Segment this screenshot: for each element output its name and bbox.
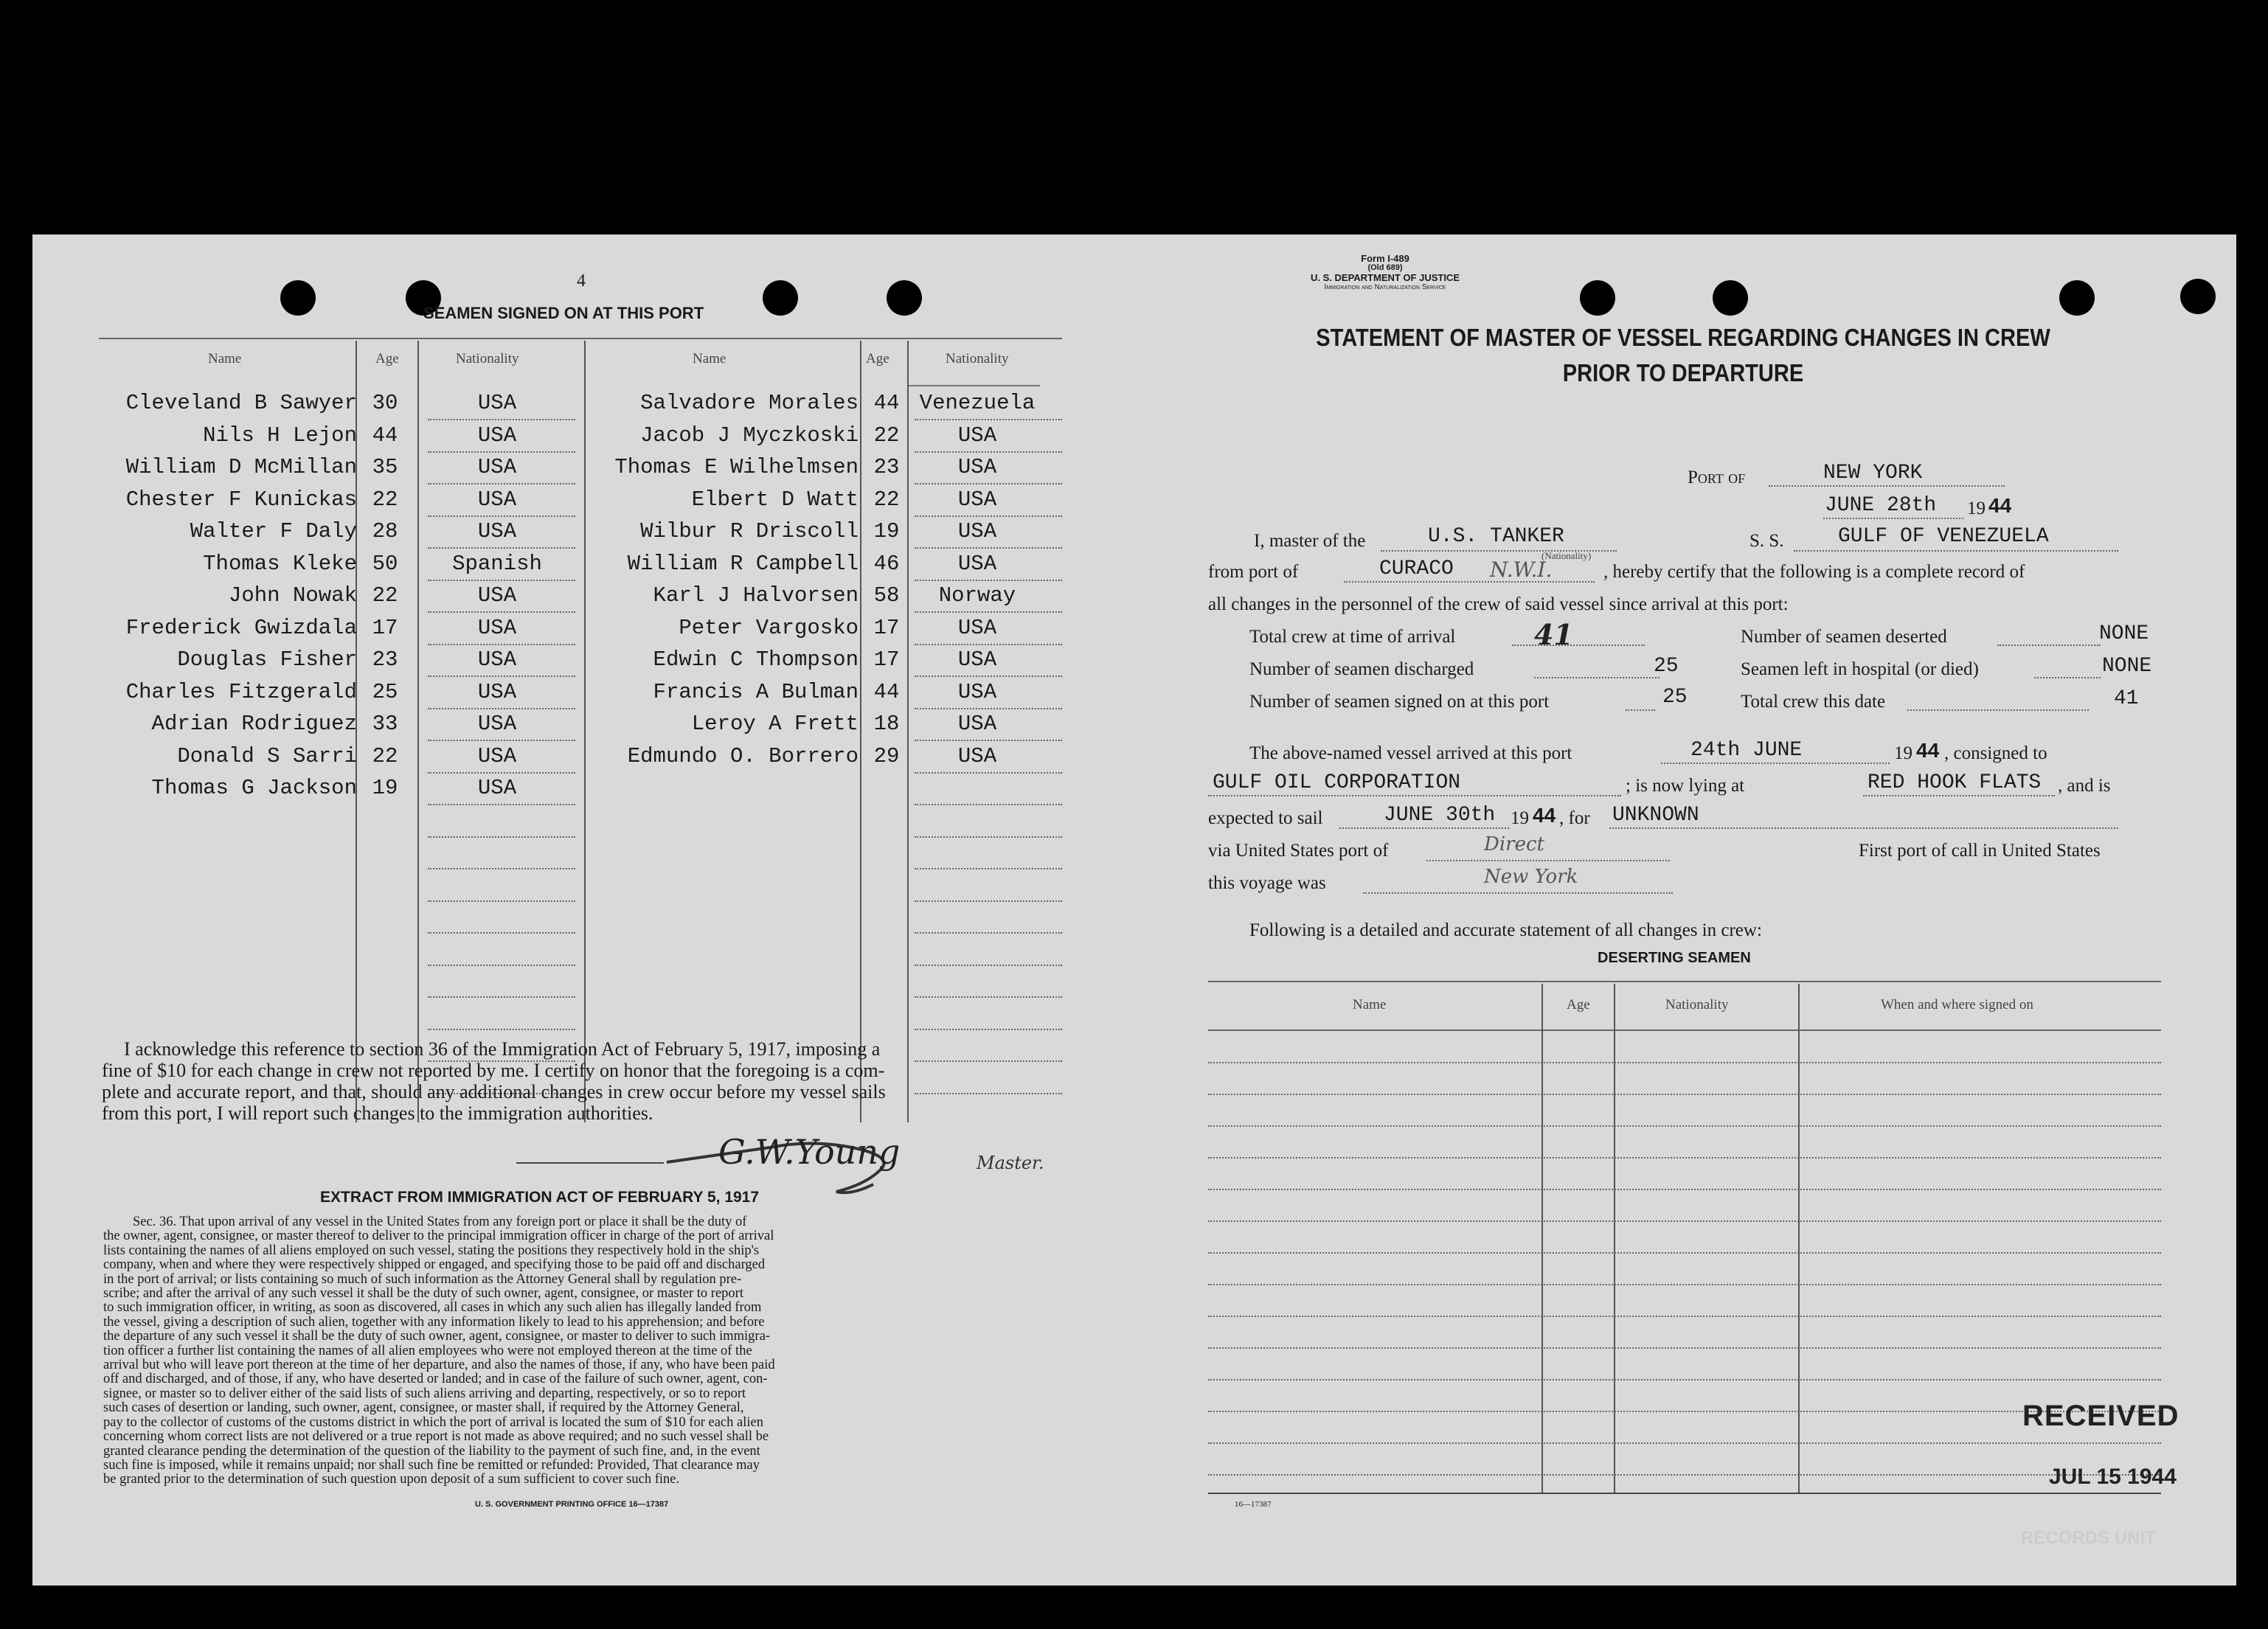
total-crew-arrival-value: 41 [1534, 618, 1573, 651]
row-guide [915, 675, 1062, 677]
section-text-line: be granted prior to the determination of such question upon deposit of a sum sufficient to cover such fine. [103, 1472, 680, 1487]
row-guide [915, 644, 1062, 645]
seaman-name: Thomas G Jackson [151, 776, 357, 800]
row-guide [428, 547, 575, 549]
row-guide [428, 740, 575, 741]
row-guide [915, 900, 1062, 902]
seaman-nationality: USA [957, 423, 997, 448]
row-guide [915, 772, 1062, 774]
port-rule [1769, 485, 2005, 487]
section-text-line: such cases of desertion or landing, such owner, agent, consignee, or master shall, if required by the Attorney General, [103, 1400, 744, 1416]
section-text-line: the owner, agent, consignee, or master thereof to deliver to the principal immigration officer in charge of the port of arrival [103, 1229, 774, 1244]
arrived-year-prefix: 19 [1894, 743, 1912, 763]
seaman-name: Donald S Sarri [177, 743, 357, 768]
row-guide [428, 996, 575, 998]
section-text-line: the departure of any such vessel it shall be the duty of such owner, agent, consignee, or master to deliver to such immigra- [103, 1329, 770, 1344]
row-guide [428, 451, 575, 453]
col-header-name: Name [208, 351, 242, 367]
seaman-age: 23 [372, 647, 398, 672]
hospital-value: NONE [2102, 655, 2152, 678]
seaman-age: 18 [873, 712, 900, 736]
discharged-label: Number of seamen discharged [1249, 659, 1474, 679]
extract-title: EXTRACT FROM IMMIGRATION ACT OF FEBRUARY 5, 1917 [320, 1189, 760, 1206]
row-guide [428, 932, 575, 934]
section-text-line: the vessel, giving a description of such alien, together with any information likely to lead to his apprehension; and before [103, 1314, 765, 1330]
deserted-label: Number of seamen deserted [1741, 627, 1947, 647]
row-guide [428, 644, 575, 645]
deserting-blank-row [1208, 1474, 2161, 1476]
seaman-nationality: USA [477, 583, 517, 608]
deserting-divider [1542, 984, 1543, 1493]
seaman-age: 22 [372, 743, 398, 768]
row-guide [915, 451, 1062, 453]
seaman-name: Cleveland B Sawyer [125, 391, 357, 415]
row-guide [428, 900, 575, 902]
row-guide [915, 1029, 1062, 1030]
seaman-nationality: USA [957, 551, 997, 576]
deserting-col-signed: When and where signed on [1881, 997, 2033, 1013]
row-guide [915, 740, 1062, 741]
row-guide [428, 580, 575, 581]
seaman-nationality: USA [957, 679, 997, 704]
punch-hole [887, 280, 922, 316]
date-rule [1823, 518, 1963, 519]
seaman-age: 17 [873, 647, 900, 672]
seaman-age: 22 [873, 487, 900, 512]
seaman-age: 44 [372, 423, 398, 448]
signed-on-label: Number of seamen signed on at this port [1249, 692, 1550, 712]
punch-hole [763, 280, 798, 316]
section-text-line: off and discharged, and of those, if any, who have deserted or landed; and in case of the failure of such owner, agent, con- [103, 1372, 768, 1387]
row-guide [915, 708, 1062, 709]
col-header-age: Age [866, 351, 889, 367]
col-header-age: Age [375, 351, 399, 367]
seaman-nationality: USA [477, 519, 517, 543]
deserted-value: NONE [2099, 622, 2149, 645]
seaman-nationality: USA [477, 743, 517, 768]
arrived-value: 24th JUNE [1690, 739, 1803, 762]
deserting-blank-row [1208, 1316, 2161, 1317]
row-guide [428, 675, 575, 677]
seaman-age: 46 [873, 551, 900, 576]
seaman-name: Frederick Gwizdala [125, 615, 357, 640]
arrived-year: 44 [1916, 739, 1940, 762]
deserting-blank-row [1208, 1347, 2161, 1349]
year-prefix: 19 [1967, 499, 1986, 518]
row-guide [428, 708, 575, 709]
deserting-blank-row [1208, 1379, 2161, 1380]
ss-label: S. S. [1749, 531, 1784, 551]
seaman-nationality: USA [957, 487, 997, 512]
col-divider [417, 341, 419, 1122]
seaman-nationality: USA [477, 423, 517, 448]
consignee-rule [1208, 795, 1621, 796]
seaman-name: Edwin C Thompson [653, 647, 859, 672]
sail-year: 44 [1533, 804, 1556, 827]
section-text-line: company, when and where they were respectively shipped or engaged, and specifying those to be paid off and discharged [103, 1257, 766, 1273]
seaman-age: 25 [372, 679, 398, 704]
consigned-text: , consigned to [1944, 743, 2047, 763]
deserting-header-rule [1208, 1029, 2161, 1031]
lying-rule [1863, 795, 2055, 796]
deserting-divider [1614, 984, 1615, 1493]
row-guide [915, 419, 1062, 420]
seaman-age: 28 [372, 519, 398, 543]
nationality-note: (Nationality) [1542, 550, 1592, 561]
master-label: Master. [977, 1153, 1044, 1173]
seaman-name: Thomas Kleke [203, 551, 357, 576]
page-number: 4 [577, 271, 586, 291]
section-text-line: in the port of arrival; or lists containing so much of such information as the Attorney General shall by regulation pre- [103, 1271, 742, 1287]
from-port-rule [1344, 581, 1595, 583]
from-port-handwritten: N.W.I. [1490, 558, 1553, 582]
deserting-title: DESERTING SEAMEN [1598, 950, 1751, 966]
signed-on-value: 25 [1662, 686, 1688, 709]
deserting-blank-row [1208, 1220, 2161, 1222]
deserting-blank-row [1208, 1442, 2161, 1444]
punch-hole [2180, 279, 2216, 314]
leader-dots [1997, 645, 2101, 646]
row-guide [915, 836, 1062, 838]
seaman-name: Jacob J Myczkoski [640, 423, 859, 448]
for-value: UNKNOWN [1612, 804, 1699, 827]
col-divider [860, 341, 861, 1122]
section-text-line: Sec. 36. That upon arrival of any vessel in the United States from any foreign port or place it shall be the duty of [133, 1215, 747, 1229]
punch-hole [280, 280, 316, 316]
deserting-col-age: Age [1567, 997, 1590, 1013]
section-text-line: tion officer a further list containing the names of all alien employees who were not employed thereon at the time of the [103, 1343, 752, 1358]
seaman-nationality: USA [957, 743, 997, 768]
printing-office: U. S. GOVERNMENT PRINTING OFFICE 16—17387 [475, 1500, 669, 1509]
deserting-blank-row [1208, 1189, 2161, 1190]
section-text-line: arrival but who will leave port thereon at the time of her departure, and also the names of those, if any, who have been paid [103, 1358, 775, 1373]
deserting-blank-row [1208, 1157, 2161, 1159]
col-header-nationality: Nationality [946, 351, 1009, 367]
changes-text: all changes in the personnel of the crew of said vessel since arrival at this port: [1208, 594, 1789, 614]
section-text-line: such fine is imposed, while it remains unpaid; nor shall such fine be remitted or refunded: Provided, That clearance may [103, 1457, 760, 1473]
section-36-text [103, 1215, 1102, 1487]
punch-hole [1713, 280, 1748, 316]
form-header: Form I-489 (Old 689) U. S. DEPARTMENT OF JUSTICE Immigration and Naturalization Service [1311, 253, 1460, 291]
col-header-nationality: Nationality [456, 351, 519, 367]
seaman-name: William D McMillan [125, 455, 357, 479]
received-stamp: RECEIVED [2022, 1400, 2179, 1432]
row-guide [428, 965, 575, 966]
deserting-top-rule [1208, 981, 2161, 982]
deserting-blank-row [1208, 1252, 2161, 1254]
punch-hole [2059, 280, 2095, 316]
seaman-nationality: USA [477, 391, 517, 415]
seaman-name: Edmundo O. Borrero [627, 743, 859, 768]
row-guide [428, 483, 575, 484]
master-of-label: I, master of the [1254, 531, 1366, 551]
row-guide [428, 1029, 575, 1030]
seaman-age: 17 [873, 615, 900, 640]
punch-hole [1580, 280, 1615, 316]
voyage-rule [1363, 892, 1673, 894]
seaman-name: Charles Fitzgerald [125, 679, 357, 704]
row-guide [915, 611, 1062, 613]
seaman-age: 44 [873, 391, 900, 415]
seaman-name: Chester F Kunickas [125, 487, 357, 512]
seaman-age: 22 [372, 583, 398, 608]
seaman-age: 29 [873, 743, 900, 768]
vessel-name: GULF OF VENEZUELA [1838, 525, 2049, 548]
row-guide [428, 419, 575, 420]
seaman-age: 44 [873, 679, 900, 704]
arrived-text: The above-named vessel arrived at this port [1249, 743, 1572, 763]
seaman-age: 58 [873, 583, 900, 608]
seaman-age: 35 [372, 455, 398, 479]
seaman-nationality: USA [957, 615, 997, 640]
records-unit-stamp: RECORDS UNIT [2021, 1528, 2156, 1548]
leader-dots [1907, 709, 2089, 711]
row-guide [428, 804, 575, 805]
total-crew-date-value: 41 [2114, 687, 2139, 710]
seaman-age: 22 [372, 487, 398, 512]
seaman-age: 50 [372, 551, 398, 576]
section-text-line: granted clearance pending the determination of the question of the liability to the payment of such fine, and, in the event [103, 1443, 760, 1459]
left-page [32, 235, 1130, 1585]
seaman-age: 19 [372, 776, 398, 800]
seaman-name: Douglas Fisher [177, 647, 357, 672]
row-guide [915, 932, 1062, 934]
via-value: Direct [1484, 833, 1544, 855]
seaman-age: 17 [372, 615, 398, 640]
for-text: , for [1559, 808, 1590, 828]
seaman-name: Walter F Daly [190, 519, 357, 543]
seaman-name: Francis A Bulman [653, 679, 859, 704]
seaman-name: Wilbur R Driscoll [640, 519, 859, 543]
seaman-nationality: USA [477, 712, 517, 736]
row-guide [428, 868, 575, 869]
total-crew-date-label: Total crew this date [1741, 692, 1886, 712]
deserting-divider [1798, 984, 1800, 1493]
seaman-name: Adrian Rodriguez [151, 712, 357, 736]
vessel-name-rule [1794, 550, 2118, 552]
seaman-nationality: USA [477, 679, 517, 704]
seaman-age: 22 [873, 423, 900, 448]
leader-dots [2034, 677, 2101, 678]
row-guide [915, 804, 1062, 805]
leader-dots [1512, 645, 1645, 646]
voyage-text: this voyage was [1208, 873, 1326, 893]
seaman-nationality: Norway [938, 583, 1016, 608]
first-port-text: First port of call in United States [1859, 841, 2101, 861]
certify-text: , hereby certify that the following is a complete record of [1603, 562, 2025, 582]
seaman-age: 33 [372, 712, 398, 736]
table-top-rule [99, 338, 1062, 339]
seaman-name: Peter Vargosko [679, 615, 859, 640]
row-guide [428, 515, 575, 517]
seaman-name: Nils H Lejon [203, 423, 357, 448]
arrived-rule [1661, 763, 1890, 764]
deserting-col-name: Name [1353, 997, 1387, 1013]
seaman-name: John Nowak [228, 583, 357, 608]
deserting-col-nationality: Nationality [1665, 997, 1729, 1013]
sail-year-prefix: 19 [1511, 808, 1529, 828]
port-value: NEW YORK [1823, 462, 1923, 484]
seaman-name: Thomas E Wilhelmsen [614, 455, 859, 479]
seaman-nationality: USA [477, 776, 517, 800]
sail-value: JUNE 30th [1384, 804, 1496, 827]
deserting-blank-row [1208, 1062, 2161, 1063]
seaman-nationality: USA [477, 455, 517, 479]
from-port-value: CURACO [1379, 558, 1454, 580]
lying-text: ; is now lying at [1626, 776, 1745, 796]
port-label: Port of [1688, 468, 1746, 487]
seaman-nationality: USA [957, 647, 997, 672]
header-rule [907, 385, 1040, 386]
seaman-nationality: USA [957, 455, 997, 479]
svg-text:G.W.Young: G.W.Young [718, 1132, 901, 1172]
row-guide [915, 483, 1062, 484]
section-text-line: lists containing the names of all aliens employed on such vessel, stating the positions they respectively hold in the ship's [103, 1243, 760, 1258]
section-text-line: scribe; and after the arrival of any such vessel it shall be the duty of such owner, agent, consignee, or master to report [103, 1286, 743, 1302]
via-rule [1426, 860, 1670, 861]
seaman-nationality: USA [477, 647, 517, 672]
lying-value: RED HOOK FLATS [1868, 771, 2042, 794]
year-value: 44 [1988, 494, 2012, 517]
seaman-name: Elbert D Watt [691, 487, 859, 512]
footer-code: 16—17387 [1235, 1500, 1272, 1509]
section-text-line: to such immigration officer, in writing, as soon as discovered, all cases in which any such alien has illegally landed from [103, 1300, 762, 1316]
right-page [1130, 235, 2236, 1585]
deserting-blank-row [1208, 1094, 2161, 1095]
seaman-nationality: USA [477, 487, 517, 512]
row-guide [915, 580, 1062, 581]
sail-rule [1339, 827, 1509, 829]
seaman-nationality: USA [477, 615, 517, 640]
for-rule [1609, 827, 2118, 829]
seaman-name: Karl J Halvorsen [653, 583, 859, 608]
vessel-type: U.S. TANKER [1428, 525, 1564, 548]
date-value: JUNE 28th [1825, 494, 1937, 517]
row-guide [428, 611, 575, 613]
discharged-value: 25 [1654, 655, 1679, 678]
leader-dots [1626, 709, 1655, 711]
section-text-line: pay to the collector of customs of the customs district in which the port of arrival is located the sum of $10 for each alien [103, 1414, 763, 1430]
from-port-label: from port of [1208, 562, 1299, 582]
section-title: SEAMEN SIGNED ON AT THIS PORT [423, 304, 704, 322]
deserting-blank-row [1208, 1125, 2161, 1127]
and-is-text: , and is [2058, 776, 2111, 796]
signature-line [516, 1162, 664, 1164]
row-guide [915, 515, 1062, 517]
form-title: STATEMENT OF MASTER OF VESSEL REGARDING CHANGES IN CREW PRIOR TO DEPARTURE [1316, 324, 2050, 386]
consignee: GULF OIL CORPORATION [1213, 771, 1461, 794]
seaman-age: 30 [372, 391, 398, 415]
leader-dots [1534, 677, 1660, 678]
deserting-blank-row [1208, 1284, 2161, 1285]
seaman-name: Leroy A Frett [691, 712, 859, 736]
seaman-nationality: Venezuela [919, 391, 1036, 415]
section-text-line: signee, or master so to deliver either of the said lists of such aliens arriving and departing, respectively, or so to report [103, 1386, 746, 1401]
section-text-line: concerning whom correct lists are not delivered or a true report is not made as above required; and no such vessel shall be [103, 1429, 769, 1445]
seaman-age: 23 [873, 455, 900, 479]
seaman-nationality: Spanish [452, 551, 542, 576]
seaman-name: Salvadore Morales [640, 391, 859, 415]
deserting-blank-row [1208, 1411, 2161, 1412]
row-guide [428, 772, 575, 774]
received-date-stamp: JUL 15 1944 [2049, 1465, 2177, 1489]
seaman-name: William R Campbell [627, 551, 859, 576]
deserting-bottom-rule [1208, 1493, 2161, 1494]
row-guide [428, 836, 575, 838]
total-crew-arrival-label: Total crew at time of arrival [1249, 627, 1456, 647]
row-guide [915, 996, 1062, 998]
seaman-nationality: USA [957, 712, 997, 736]
hospital-label: Seamen left in hospital (or died) [1741, 659, 1979, 679]
seaman-age: 19 [873, 519, 900, 543]
row-guide [915, 965, 1062, 966]
expected-text: expected to sail [1208, 808, 1323, 828]
col-header-name: Name [693, 351, 726, 367]
seaman-nationality: USA [957, 519, 997, 543]
acknowledgment: I acknowledge this reference to section 36 of the Immigration Act of February 5, 1917, imposing a fine of $10 for each change in crew not reported by me. I certify on honor that the foregoing is a com- plete and accurate report, and that, should any additional changes in crew occur before my vessel sails from this port, I will report such changes to the immigration authorities. [102, 1038, 886, 1124]
row-guide [915, 547, 1062, 549]
following-text: Following is a detailed and accurate statement of all changes in crew: [1249, 920, 1762, 940]
row-guide [915, 868, 1062, 869]
voyage-value: New York [1484, 866, 1578, 888]
via-text: via United States port of [1208, 841, 1389, 861]
